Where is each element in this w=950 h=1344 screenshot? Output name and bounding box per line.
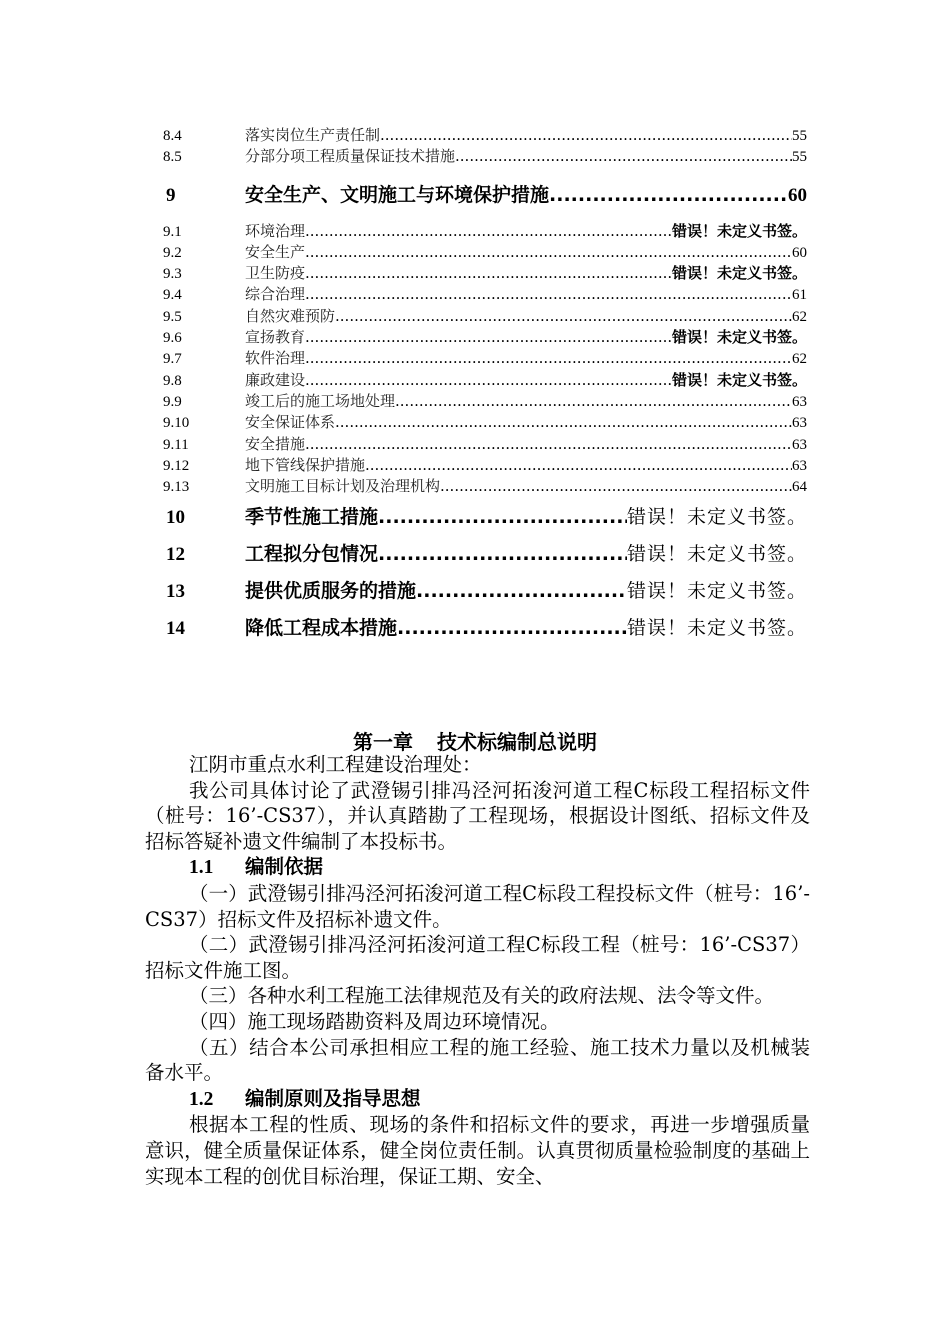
toc-title: 降低工程成本措施 [245,617,398,640]
toc-page-number: 64 [792,479,807,496]
toc-page-number: 55 [792,149,807,166]
toc-entry-chapter-14[interactable] [163,613,807,650]
chapter-heading [0,726,950,755]
toc-leader [305,264,672,282]
basis-item-1: （一）武澄锡引排冯泾河拓浚河道工程C标段工程投标文件（桩号：16’-CS37）招标文件及招标补遗文件。 [145,881,810,931]
toc-entry-9-13[interactable] [163,475,807,496]
toc-bookmark-error: 错误！未定义书签。 [626,543,807,566]
toc-entry-9-11[interactable] [163,433,807,454]
basis-item-2: （二）武澄锡引排冯泾河拓浚河道工程C标段工程（桩号：16’-CS37）招标文件施工图。 [145,933,810,982]
toc-entry-chapter-9[interactable] [163,180,807,220]
toc-title: 自然灾难预防 [245,306,336,325]
toc-bookmark-error: 错误！未定义书签。 [671,221,807,240]
toc-title: 文明施工目标计划及治理机构 [245,477,441,496]
toc-bookmark-error: 错误！未定义书签。 [626,617,807,640]
toc-title: 安全保证体系 [245,413,336,432]
toc-leader [378,543,627,565]
toc-page-number: 61 [792,287,807,304]
toc-title: 宣扬教育 [245,328,306,347]
toc-entry-9-5[interactable] [163,305,807,326]
toc-entry-9-3[interactable] [163,262,807,283]
toc-title: 分部分项工程质量保证技术措施 [245,147,456,166]
table-of-contents [163,124,807,650]
toc-number: 13 [166,581,185,603]
toc-number: 8.5 [163,149,182,166]
toc-number: 9.12 [163,457,190,474]
toc-leader [335,413,792,431]
toc-leader [305,243,792,261]
toc-entry-chapter-13[interactable] [163,576,807,613]
toc-title: 提供优质服务的措施 [245,580,417,603]
toc-title: 季节性施工措施 [245,506,379,529]
toc-title: 地下管线保护措施 [245,455,366,474]
toc-bookmark-error: 错误！未定义书签。 [671,370,807,389]
section-heading-1-1 [145,854,810,881]
toc-bookmark-error: 错误！未定义书签。 [626,580,807,603]
toc-number: 9.9 [163,393,182,410]
toc-bookmark-error: 错误！未定义书签。 [626,506,807,529]
toc-page-number: 63 [792,436,807,453]
toc-title: 落实岗位生产责任制 [245,126,381,144]
toc-entry-9-8[interactable] [163,369,807,390]
toc-leader [440,477,792,495]
chapter-title: 技术标编制总说明 [437,730,597,754]
basis-item-5: （五）结合本公司承担相应工程的施工经验、施工技术力量以及机械装备水平。 [145,1035,810,1085]
toc-title: 安全生产、文明施工与环境保护措施 [245,183,550,206]
toc-leader [378,506,627,528]
toc-entry-9-7[interactable] [163,347,807,368]
toc-title: 工程拟分包情况 [245,543,379,566]
toc-title: 竣工后的施工场地处理 [245,391,396,410]
section-number: 1.2 [189,1088,214,1110]
toc-number: 9.10 [163,415,190,432]
section-heading-1-2 [145,1086,810,1113]
toc-number: 9.7 [163,351,182,368]
toc-leader [397,617,627,639]
toc-number: 12 [166,544,185,566]
toc-page-number: 63 [792,393,807,410]
salutation: 江阴市重点水利工程建设治理处： [189,753,482,776]
toc-entry-9-10[interactable] [163,411,807,432]
toc-page-number: 60 [792,244,807,261]
toc-title: 安全措施 [245,434,306,453]
toc-number: 9 [166,184,176,206]
toc-number: 9.6 [163,330,182,347]
toc-entry-9-6[interactable] [163,326,807,347]
toc-title: 安全生产 [245,242,306,261]
toc-leader [305,435,792,453]
section-title: 编制依据 [245,855,324,879]
section-number: 1.1 [189,857,214,879]
toc-entry-chapter-10[interactable] [163,502,807,539]
toc-number: 9.8 [163,372,182,389]
toc-entry-9-1[interactable] [163,220,807,241]
toc-page-number: 55 [792,128,807,144]
document-body [145,752,810,1189]
principle-paragraph: 根据本工程的性质、现场的条件和招标文件的要求，再进一步增强质量意识，健全质量保证体系，健全岗位责任制。认真贯彻质量检验制度的基础上实现本工程的创优目标治理，保证工期、安全、 [145,1113,810,1188]
toc-bookmark-error: 错误！未定义书签。 [671,264,807,283]
toc-number: 9.2 [163,244,182,261]
toc-number: 9.4 [163,287,182,304]
toc-page-number: 62 [792,308,807,325]
toc-title: 综合治理 [245,285,306,304]
toc-entry-8-5[interactable] [163,145,807,166]
toc-leader [305,328,672,346]
toc-leader [455,147,792,165]
toc-leader [305,222,672,240]
toc-number: 8.4 [163,128,182,144]
toc-number: 10 [166,507,185,529]
toc-title: 卫生防疫 [245,264,306,283]
toc-entry-9-9[interactable] [163,390,807,411]
toc-leader [305,371,672,389]
toc-leader [416,580,627,602]
toc-bookmark-error: 错误！未定义书签。 [671,328,807,347]
toc-number: 9.11 [163,436,189,453]
basis-item-3: （三）各种水利工程施工法律规范及有关的政府法规、法令等文件。 [189,984,775,1008]
toc-entry-chapter-12[interactable] [163,539,807,576]
toc-title: 软件治理 [245,349,306,368]
toc-leader [335,307,792,325]
toc-leader [305,285,792,303]
toc-leader [365,456,792,474]
toc-entry-9-2[interactable] [163,241,807,262]
toc-page-number: 60 [788,184,807,206]
toc-leader [380,126,792,144]
toc-entry-8-4[interactable] [163,124,807,145]
toc-page-number: 63 [792,415,807,432]
toc-title: 廉政建设 [245,370,306,389]
intro-paragraph: 我公司具体讨论了武澄锡引排冯泾河拓浚河道工程C标段工程招标文件（桩号：16’-CS37），并认真踏勘了工程现场，根据设计图纸、招标文件及招标答疑补遗文件编制了本投标书。 [145,778,810,853]
toc-page-number: 63 [792,457,807,474]
toc-number: 9.5 [163,308,182,325]
toc-leader [305,349,792,367]
chapter-label: 第一章 [353,730,413,754]
toc-entry-9-4[interactable] [163,283,807,304]
toc-number: 9.1 [163,223,182,240]
toc-leader [395,392,792,410]
section-title: 编制原则及指导思想 [245,1086,421,1110]
toc-title: 环境治理 [245,221,306,240]
toc-leader [549,184,788,206]
toc-number: 9.13 [163,479,190,496]
toc-page-number: 62 [792,351,807,368]
toc-entry-9-12[interactable] [163,454,807,475]
toc-number: 14 [166,618,185,640]
basis-item-4: （四）施工现场踏勘资料及周边环境情况。 [189,1009,560,1033]
toc-number: 9.3 [163,266,182,283]
